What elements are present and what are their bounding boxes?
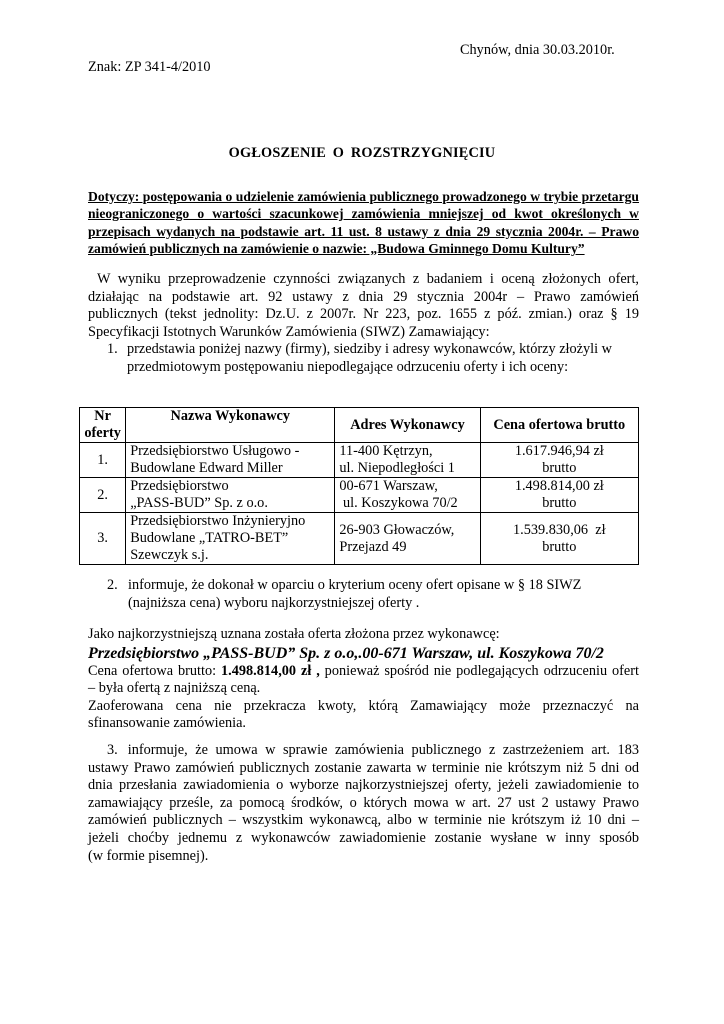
list-item-3 (88, 742, 639, 865)
list-number: 3. (107, 742, 118, 758)
price-reason-cont: – była ofertą z najniższą ceną. (88, 680, 261, 697)
document-title: OGŁOSZENIE O ROZSTRZYGNIĘCIU (228, 145, 496, 161)
cell-name (126, 513, 335, 565)
cell-line: „PASS-BUD” Sp. z o.o. (130, 495, 268, 511)
header-nr-line: oferty (84, 425, 121, 441)
cell-line: Budowlane Edward Miller (130, 460, 283, 476)
cell-line: Przedsiębiorstwo (130, 478, 229, 494)
cell-line: 1.617.946,94 zł (514, 443, 604, 459)
cell-nr: 2. (80, 478, 126, 513)
reference-number: Znak: ZP 341-4/2010 (88, 59, 211, 75)
list-text: (w formie pisemnej). (88, 847, 209, 864)
list-item-2 (107, 577, 639, 612)
list-text: zamówień publicznych – wszystkim wykonawcą, albo w terminie nie krótszym iż 10 dni – (88, 812, 639, 829)
winner-section (88, 626, 639, 733)
list-first-line (88, 742, 639, 760)
cell-line: brutto (542, 538, 577, 555)
subject-line: przepisach wydanych na podstawie art. 11 ust. 8 ustawy z dnia 29 stycznia 2004r. – Prawo (88, 223, 639, 239)
table-row (80, 443, 639, 478)
cell-line: 11-400 Kętrzyn, (339, 443, 433, 459)
winner-price-line (88, 663, 639, 681)
price-label: Cena ofertowa brutto: (88, 662, 222, 679)
winner-intro: Jako najkorzystniejszą uznana została oferta złożona przez wykonawcę: (88, 626, 500, 642)
cell-address (335, 443, 480, 478)
cell-price (480, 478, 638, 513)
list-text: informuje, że dokonał w oparciu o kryterium oceny ofert opisane w § 18 SIWZ (128, 577, 582, 593)
intro-line: działając na podstawie art. 92 ustawy z dnia 29 stycznia 2004r – Prawo zamówień (88, 288, 639, 305)
list-number: 2. (107, 577, 118, 593)
cell-address (335, 513, 480, 565)
list-number: 1. (107, 341, 118, 357)
subject-line: zamówień publicznych na zamówienie o nazwie: „Budowa Gminnego Domu Kultury” (88, 240, 585, 256)
intro-paragraph (88, 271, 639, 341)
cell-line: brutto (542, 460, 577, 476)
cell-line: Przedsiębiorstwo Inżynieryjno (130, 513, 306, 529)
price-reason: ponieważ spośród nie podlegających odrzuceniu ofert (319, 662, 639, 679)
cell-line: ul. Koszykowa 70/2 (339, 495, 458, 511)
header-address: Adres Wykonawcy (335, 408, 480, 443)
cell-line: 00-671 Warszaw, (339, 478, 438, 494)
list-text: jeżeli choćby jednemu z wykonawców zawiadomienie zostanie wysłane w inny sposób (88, 829, 639, 846)
header-name: Nazwa Wykonawcy (126, 408, 335, 443)
budget-line: sfinansowanie zamówienia. (88, 715, 247, 732)
price-value: 1.498.814,00 zł , (221, 662, 320, 679)
table-row (80, 513, 639, 565)
intro-line: W wyniku przeprowadzenie czynności związanych z badaniem i oceną złożonych ofert, (97, 271, 639, 287)
header-nr (80, 408, 126, 443)
cell-line: Przejazd 49 (339, 538, 407, 555)
cell-name (126, 443, 335, 478)
intro-line: publicznych (tekst jednolity: Dz.U. z 2007r. Nr 223, poz. 1655 z póź. zmian.) oraz § 19 (88, 306, 639, 323)
cell-line: Przedsiębiorstwo Usługowo - (130, 443, 300, 459)
cell-line: 1.498.814,00 zł (514, 478, 604, 494)
list-text: dnia przesłania zawiadomienia o wyborze najkorzystniejszej oferty, jeżeli zawiadomienie to (88, 777, 639, 794)
list-text: zamawiający prześle, za pomocą środków, o których mowa w art. 27 ust 2 ustawy Prawo (88, 794, 639, 811)
cell-line: 26-903 Głowaczów, (339, 521, 455, 538)
table-row (80, 478, 639, 513)
cell-line: ul. Niepodległości 1 (339, 460, 455, 476)
cell-nr: 3. (80, 513, 126, 565)
cell-line: Szewczyk s.j. (130, 547, 209, 563)
winner-name: Przedsiębiorstwo „PASS-BUD” Sp. z o.o,.00-671 Warszaw, ul. Koszykowa 70/2 (88, 644, 604, 662)
subject-line: Dotyczy: postępowania o udzielenie zamówienia publicznego prowadzonego w trybie przetargu (88, 189, 639, 204)
cell-line: Budowlane „TATRO-BET” (130, 530, 289, 546)
subject-paragraph (88, 188, 639, 257)
offers-table (79, 407, 639, 565)
list-text: przedstawia poniżej nazwy (firmy), siedziby i adresy wykonawców, którzy złożyli w (127, 341, 613, 357)
list-item-1 (107, 341, 639, 376)
budget-line: Zaoferowana cena nie przekracza kwoty, którą Zamawiający może przeznaczyć na (88, 697, 639, 714)
cell-price (480, 513, 638, 565)
cell-address (335, 478, 480, 513)
header-nr-line: Nr (94, 408, 111, 424)
intro-line: Specyfikacji Istotnych Warunków Zamówienia (SIWZ) Zamawiający: (88, 323, 490, 340)
list-text: informuje, że umowa w sprawie zamówienia publicznego z zastrzeżeniem art. 183 (127, 742, 639, 758)
list-text: ustawy Prawo zamówień publicznych zostanie zawarta w terminie nie krótszym niż 5 dni od (88, 759, 639, 776)
cell-line: brutto (542, 495, 577, 511)
cell-line: 1.539.830,06 zł (513, 521, 606, 538)
cell-nr: 1. (80, 443, 126, 478)
header-price: Cena ofertowa brutto (480, 408, 638, 443)
list-text: przedmiotowym postępowaniu niepodlegające odrzuceniu oferty i ich oceny: (127, 358, 569, 375)
list-text: (najniższa cena) wyboru najkorzystniejszej oferty . (128, 594, 420, 611)
place-and-date: Chynów, dnia 30.03.2010r. (460, 42, 615, 58)
subject-line: nieograniczonego o wartości szacunkowej zamówienia mniejszej od kwot określonych w (88, 206, 639, 222)
table-header-row (80, 408, 639, 443)
cell-price (480, 443, 638, 478)
cell-name (126, 478, 335, 513)
